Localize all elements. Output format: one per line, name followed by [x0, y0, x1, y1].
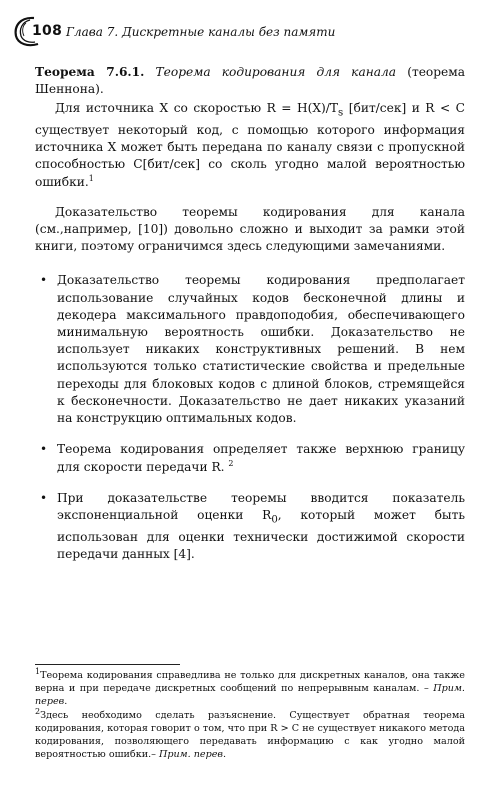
theorem-label: Теорема 7.6.1.: [35, 65, 145, 79]
footnote-number: 1: [35, 666, 41, 676]
list-item-text: Теорема кодирования определяет также верхнюю границу для скорости передачи R.: [57, 442, 465, 474]
theorem-statement: [35, 64, 465, 98]
list-item-text-2: , который может быть использован для оценки технически достижимой скорости передачи данных [4].: [57, 507, 465, 561]
list-item-text: При доказательстве теоремы вводится показатель экспоненциальной оценки R: [57, 490, 465, 522]
footnote-2: [35, 706, 465, 762]
list-item: [35, 441, 465, 475]
bullet-icon: •: [40, 442, 48, 457]
main-text: [35, 64, 465, 563]
theorem-title: Теорема кодирования для канала: [155, 65, 397, 79]
footnote-note: Прим. перев.: [159, 749, 227, 761]
theorem-body: [35, 100, 465, 190]
remarks-list: [35, 272, 465, 562]
footnote-note: Прим. перев.: [35, 683, 465, 708]
list-item: [35, 490, 465, 563]
footnote-ref-2[interactable]: 2: [228, 458, 234, 468]
page-number: 108: [32, 23, 63, 39]
list-item: [35, 272, 465, 427]
footnote-number: 2: [35, 706, 41, 716]
footnote-text: Теорема кодирования справедлива не только для дискретных каналов, она также верна и при передаче дискретных сообщений по непрерывным каналам. –: [35, 670, 465, 695]
footnote-1: [35, 666, 465, 709]
footnotes: [35, 664, 465, 761]
list-item-subscript: 0: [271, 514, 278, 526]
intro-paragraph: Доказательство теоремы кодирования для канала (см.,например, [10]) довольно сложно и выходит за рамки этой книги, поэтому ограничимся здесь следующими замечаниями.: [35, 204, 465, 254]
list-item-text: Доказательство теоремы кодирования предполагает использование случайных кодов бесконечной длины и декодера максимального правдоподобия, обеспечивающего минимальную вероятность ошибки. Доказательство не использует никаких конструктивных решений. В нем используются только статистические свойства и предельные переходы для блоковых кодов с длиной блоков, стремящейся к бесконечности. Доказательство не дает никаких указаний на конструкцию оптимальных кодов.: [57, 273, 465, 426]
running-head: Глава 7. Дискретные каналы без памяти: [66, 25, 336, 39]
theorem-attribution: (теорема Шеннона).: [35, 65, 466, 97]
bullet-icon: •: [40, 273, 48, 288]
bullet-icon: •: [40, 490, 48, 505]
theorem-body-subscript: s: [338, 107, 344, 119]
footnote-divider: [35, 664, 180, 665]
theorem-body-text-2: [бит/сек] и R < C существует некоторый код, с помощью которого информация источника X может быть передана по каналу связи с пропускной способностью C[бит/сек] со сколь угодно малой вероятностью ошибки.: [35, 101, 466, 189]
theorem-body-text: Для источника X со скоростью R = H(X)/T: [55, 101, 339, 116]
footnote-text: Здесь необходимо сделать разъяснение. Существует обратная теорема кодирования, которая говорит о том, что при R > C не существует никакого метода кодирования, позволяющего передавать информацию с как угодно малой вероятностью ошибки.–: [35, 709, 465, 761]
page-header: [12, 14, 480, 48]
footnote-ref-1[interactable]: 1: [88, 173, 94, 183]
